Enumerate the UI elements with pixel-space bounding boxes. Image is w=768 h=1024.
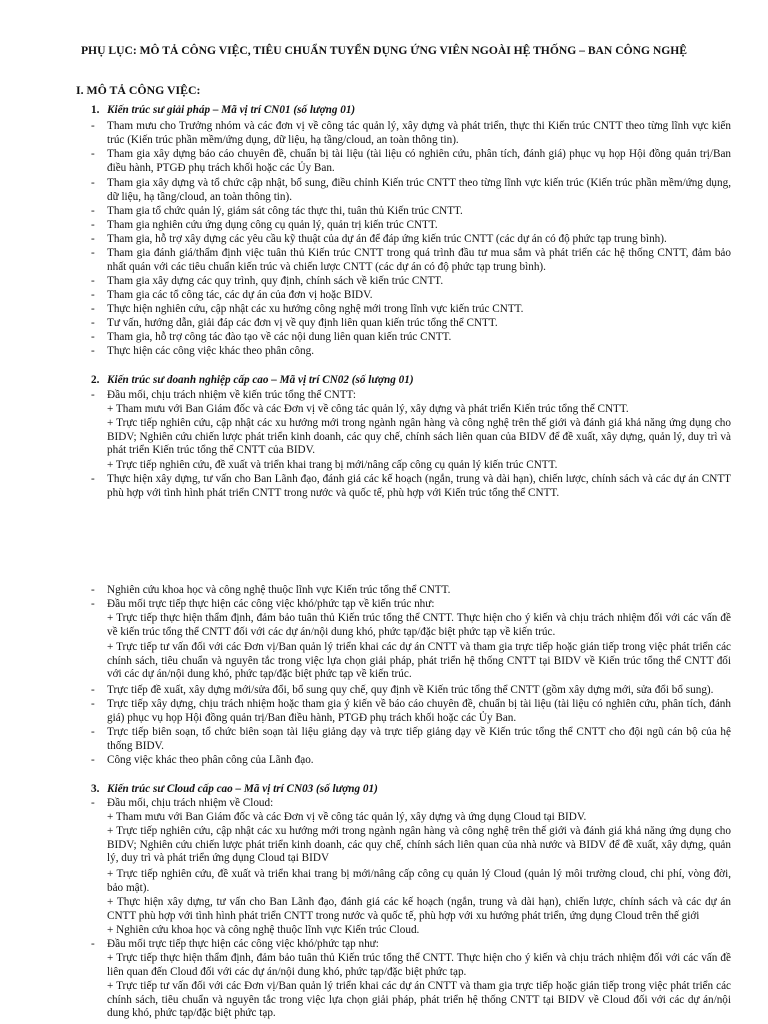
list-item: - Trực tiếp xây dựng, chịu trách nhiệm hoặc tham gia ý kiến về báo cáo chuyên đề, chuẩn bị tài liệu (tài liệu có nghiên cứu, phân tích, đánh giá) phục vụ họp Hội đồng quản trị/Ban điều hành, PTGĐ phụ trách khối hoặc các Ủy Ban.	[91, 698, 731, 724]
job-3-number: 3.	[91, 783, 100, 795]
job-2-heading	[91, 374, 414, 388]
list-item: - Nghiên cứu khoa học và công nghệ thuộc lĩnh vực Kiến trúc tổng thể CNTT.	[91, 584, 451, 596]
sub-item: + Trực tiếp nghiên cứu, đề xuất và triển khai trang bị mới/nâng cấp công cụ quản lý kiến trúc CNTT.	[107, 459, 558, 471]
page-title: PHỤ LỤC: MÔ TẢ CÔNG VIỆC, TIÊU CHUẨN TUYỂN DỤNG ỨNG VIÊN NGOÀI HỆ THỐNG – BAN CÔNG NGHỆ	[80, 44, 688, 57]
list-item: - Tham gia các tổ công tác, các dự án của đơn vị hoặc BIDV.	[91, 289, 373, 301]
list-item: - Tham mưu cho Trưởng nhóm và các đơn vị về công tác quản lý, xây dựng và phát triển, thực thi Kiến trúc CNTT theo từng lĩnh vực kiến trúc (Kiến trúc phần mềm/ứng dụng, dữ liệu, hạ tầng/cloud, an toàn thông tin).	[91, 120, 731, 146]
list-item: - Công việc khác theo phân công của Lãnh đạo.	[91, 754, 314, 766]
list-item: - Đầu mối trực tiếp thực hiện các công việc khó/phức tạp về kiến trúc như:	[91, 598, 435, 610]
list-item: - Trực tiếp biên soạn, tổ chức biên soạn tài liệu giảng dạy và trực tiếp giảng dạy về Kiến trúc tổng thể CNTT cho đội ngũ cán bộ của hệ thống BIDV.	[91, 726, 731, 752]
sub-item: + Trực tiếp nghiên cứu, cập nhật các xu hướng mới trong ngành ngân hàng và công nghệ trên thế giới và đánh giá khả năng ứng dụng cho BIDV; Nghiên cứu chiến lược phát triển kinh doanh, các quy chế, chính sách liên quan của nhà nước và BIDV để đề xuất, xây dựng, quản lý, duy trì và phát triển ứng dụng Cloud tại BIDV	[107, 825, 731, 865]
sub-item: + Trực tiếp tư vấn đối với các Đơn vị/Ban quản lý triển khai các dự án CNTT và tham gia trực tiếp hoặc gián tiếp trong việc phát triển các chính sách, tiêu chuẩn và nguyên tắc trong việc lựa chọn giải pháp, phát triển hệ thống CNTT tại BIDV về Kiến trúc tổng thể CNTT đối với các dự án/nội dung khó, phức tạp/đặc biệt phức tạp về kiến trúc.	[107, 641, 731, 681]
sub-item: + Nghiên cứu khoa học và công nghệ thuộc lĩnh vực Kiến trúc Cloud.	[107, 924, 420, 936]
job-1-title: Kiến trúc sư giải pháp – Mã vị trí CN01 (số lượng 01)	[107, 104, 356, 116]
list-item: - Tham gia xây dựng và tổ chức cập nhật, bổ sung, điều chỉnh Kiến trúc CNTT theo từng lĩnh vực kiến trúc (Kiến trúc phần mềm/ứng dụng, dữ liệu, hạ tầng/cloud, an toàn thông tin).	[91, 177, 731, 203]
sub-item: + Trực tiếp thực hiện thẩm định, đảm bảo tuân thủ Kiến trúc tổng thể CNTT. Thực hiện cho ý kiến và chịu trách nhiệm đối với các vấn đề liên quan đến Cloud đối với các dự án/nội dung khó, phức tạp/đặc biệt phức tạp.	[107, 952, 731, 978]
list-item: - Tham gia xây dựng các quy trình, quy định, chính sách về kiến trúc CNTT.	[91, 275, 444, 287]
list-item: - Tham gia, hỗ trợ công tác đào tạo về các nội dung liên quan kiến trúc CNTT.	[91, 331, 452, 343]
list-item: - Tham gia đánh giá/thẩm định việc tuân thủ Kiến trúc CNTT trong quá trình đầu tư mua sắm và phát triển các hệ thống CNTT, đảm bảo nhất quán với các tiêu chuẩn kiến trúc và chiến lược CNTT (các dự án có độ phức tạp trung bình).	[91, 247, 731, 273]
list-item: - Tham gia tổ chức quản lý, giám sát công tác thực thi, tuân thủ Kiến trúc CNTT.	[91, 205, 463, 217]
list-item: - Đầu mối, chịu trách nhiệm về kiến trúc tổng thể CNTT:	[91, 389, 356, 401]
list-item: - Đầu mối, chịu trách nhiệm về Cloud:	[91, 797, 274, 809]
list-item: - Đầu mối trực tiếp thực hiện các công việc khó/phức tạp như:	[91, 938, 379, 950]
job-3-title: Kiến trúc sư Cloud cấp cao – Mã vị trí CN03 (số lượng 01)	[107, 783, 378, 795]
sub-item: + Trực tiếp tư vấn đối với các Đơn vị/Ban quản lý triển khai các dự án CNTT và tham gia trực tiếp hoặc gián tiếp trong việc phát triển các chính sách, tiêu chuẩn và nguyên tắc trong việc lựa chọn giải pháp, phát triển hệ thống CNTT tại BIDV về Cloud đối với các dự án/nội dung khó, phức tạp/đặc biệt phức tạp.	[107, 980, 731, 1020]
job-1-number: 1.	[91, 104, 100, 116]
sub-item: + Trực tiếp thực hiện thẩm định, đảm bảo tuân thủ Kiến trúc tổng thể CNTT. Thực hiện cho ý kiến và chịu trách nhiệm đối với các vấn đề về kiến trúc tổng thể CNTT đối với các dự án/nội dung khó, phức tạp/đặc biệt phức tạp về kiến trúc.	[107, 612, 731, 638]
job-1-heading	[91, 104, 355, 118]
sub-item: + Tham mưu với Ban Giám đốc và các Đơn vị về công tác quản lý, xây dựng và ứng dụng Cloud tại BIDV.	[107, 811, 587, 823]
sub-item: + Thực hiện xây dựng, tư vấn cho Ban Lãnh đạo, đánh giá các kế hoạch (ngắn, trung và dài hạn), chiến lược, chính sách và các dự án CNTT phù hợp với tình hình phát triển CNTT trong nước và quốc tế, phù hợp với xu hướng phát triển, ứng dụng Cloud trên thế giới	[107, 896, 731, 922]
sub-item: + Trực tiếp nghiên cứu, cập nhật các xu hướng mới trong ngành ngân hàng và công nghệ trên thế giới và đánh giá khả năng ứng dụng cho BIDV; Nghiên cứu chiến lược phát triển kinh doanh, các quy chế, chính sách liên quan của BIDV để đề xuất, xây dựng, quản lý, duy trì và phát triển Kiến trúc tổng thể CNTT của BIDV.	[107, 417, 731, 457]
section-heading: I. MÔ TẢ CÔNG VIỆC:	[76, 83, 201, 97]
list-item: - Thực hiện các công việc khác theo phân công.	[91, 345, 315, 357]
sub-item: + Tham mưu với Ban Giám đốc và các Đơn vị về công tác quản lý, xây dựng và phát triển Kiến trúc tổng thể CNTT.	[107, 403, 629, 415]
list-item: - Thực hiện xây dựng, tư vấn cho Ban Lãnh đạo, đánh giá các kế hoạch (ngắn, trung và dài hạn), chiến lược, chính sách và các dự án CNTT phù hợp với tình hình phát triển CNTT trong nước và quốc tế, phù hợp với Kiến trúc tổng thể CNTT.	[91, 473, 731, 499]
list-item: - Tham gia nghiên cứu ứng dụng công cụ quản lý, quản trị kiến trúc CNTT.	[91, 219, 438, 231]
list-item: - Trực tiếp đề xuất, xây dựng mới/sửa đổi, bổ sung quy chế, quy định về Kiến trúc tổng thể CNTT (gồm xây dựng mới, sửa đổi bổ sung).	[91, 684, 714, 696]
job-2-number: 2.	[91, 374, 100, 386]
list-item: - Tư vấn, hướng dẫn, giải đáp các đơn vị về quy định liên quan kiến trúc tổng thể CNTT.	[91, 317, 498, 329]
sub-item: + Trực tiếp nghiên cứu, đề xuất và triển khai trang bị mới/nâng cấp công cụ quản lý Cloud (quản lý môi trường cloud, chi phí, vòng đời, bảo mật).	[107, 868, 731, 894]
list-item: - Tham gia xây dựng báo cáo chuyên đề, chuẩn bị tài liệu (tài liệu có nghiên cứu, phân tích, đánh giá) phục vụ họp Hội đồng quản trị/Ban điều hành, PTGĐ phụ trách khối hoặc các Ủy Ban.	[91, 148, 731, 174]
list-item: - Tham gia, hỗ trợ xây dựng các yêu cầu kỹ thuật của dự án để đáp ứng kiến trúc CNTT (các dự án có độ phức tạp trung bình).	[91, 233, 667, 245]
job-2-title: Kiến trúc sư doanh nghiệp cấp cao – Mã vị trí CN02 (số lượng 01)	[107, 374, 414, 386]
job-3-heading	[91, 783, 378, 797]
list-item: - Thực hiện nghiên cứu, cập nhật các xu hướng công nghệ mới trong lĩnh vực kiến trúc CNTT.	[91, 303, 524, 315]
